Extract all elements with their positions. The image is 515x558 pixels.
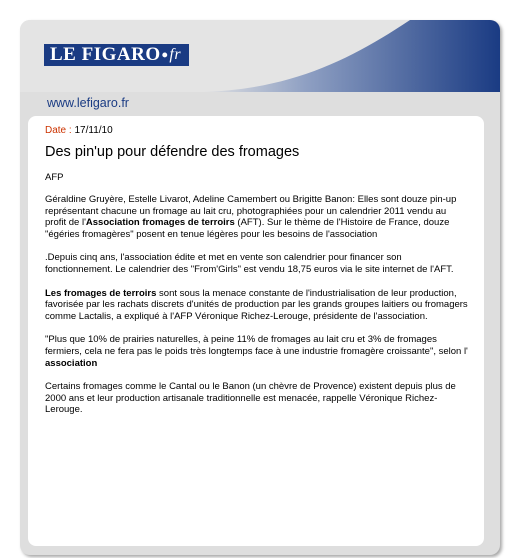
logo-dot: • <box>161 44 169 65</box>
figaro-logo[interactable] <box>44 44 189 66</box>
paragraph-1-text-a: Géraldine Gruyère, Estelle Livarot, Adeline Camembert ou Brigitte Banon: Elles sont douze pin-up représentant chacune un fromage au lait cru, photographiées pour un calendrier 2011 vendu au profit de l' <box>45 194 457 229</box>
logo-text: LE FIGARO <box>50 44 161 65</box>
paragraph-2: .Depuis cinq ans, l'association édite et met en vente son calendrier pour financer son fonctionnement. Le calendrier des "From'Girls" est vendu 18,75 euros via le site internet de l'AFT. <box>45 252 454 275</box>
paragraph-3-bold-a: Les <box>45 287 65 299</box>
article-source: AFP <box>45 172 64 183</box>
paragraph-4-text: "Plus que 10% de prairies naturelles, à peine 11% de fromages au lait cru et 3% de fromages fermiers, cela ne fera pas le poids très longtemps face à une industrie fromagère croissante", selon l' <box>45 334 468 357</box>
paragraph-1-bold: Association fromages de terroirs <box>85 217 235 229</box>
article-title: Des pin'up pour défendre des fromages <box>45 144 300 160</box>
article-frame <box>20 20 500 555</box>
paragraph-1 <box>45 194 469 240</box>
paragraph-4 <box>45 334 469 369</box>
paragraph-4-bold: association <box>45 357 98 369</box>
article-date <box>45 125 113 136</box>
paragraph-5: Certains fromages comme le Cantal ou le Banon (un chèvre de Provence) existent depuis plus de 2000 ans et leur production artisanale traditionnelle est menacée, rappelle Véronique Richez-Lerouge. <box>45 381 456 416</box>
site-url-link[interactable]: www.lefigaro.fr <box>47 96 129 110</box>
date-value: 17/11/10 <box>74 125 113 136</box>
header-decoration <box>200 20 500 92</box>
header-band <box>20 20 500 92</box>
paragraph-3 <box>45 288 469 323</box>
paragraph-3-text: sont sous la menace constante de l'industrialisation de leur production, favorisée par les rachats discrets d'unités de production par les grands groupes laitiers ou fromagers comme Lactalis, a expliqué à l'AFP Véronique Richez-Lerouge, présidente de l'association. <box>45 287 468 322</box>
paragraph-3-bold-b: fromages de terroirs <box>64 287 157 299</box>
paragraph-1-text-c: (AFT). Sur le thème de l'Histoire de France, douze "égéries fromagères" posent en tenue légères pour les besoins de l'association <box>45 217 450 240</box>
article-body <box>45 194 469 428</box>
article-card <box>28 116 484 546</box>
date-label: Date : <box>45 125 72 136</box>
logo-suffix: fr <box>169 46 182 63</box>
